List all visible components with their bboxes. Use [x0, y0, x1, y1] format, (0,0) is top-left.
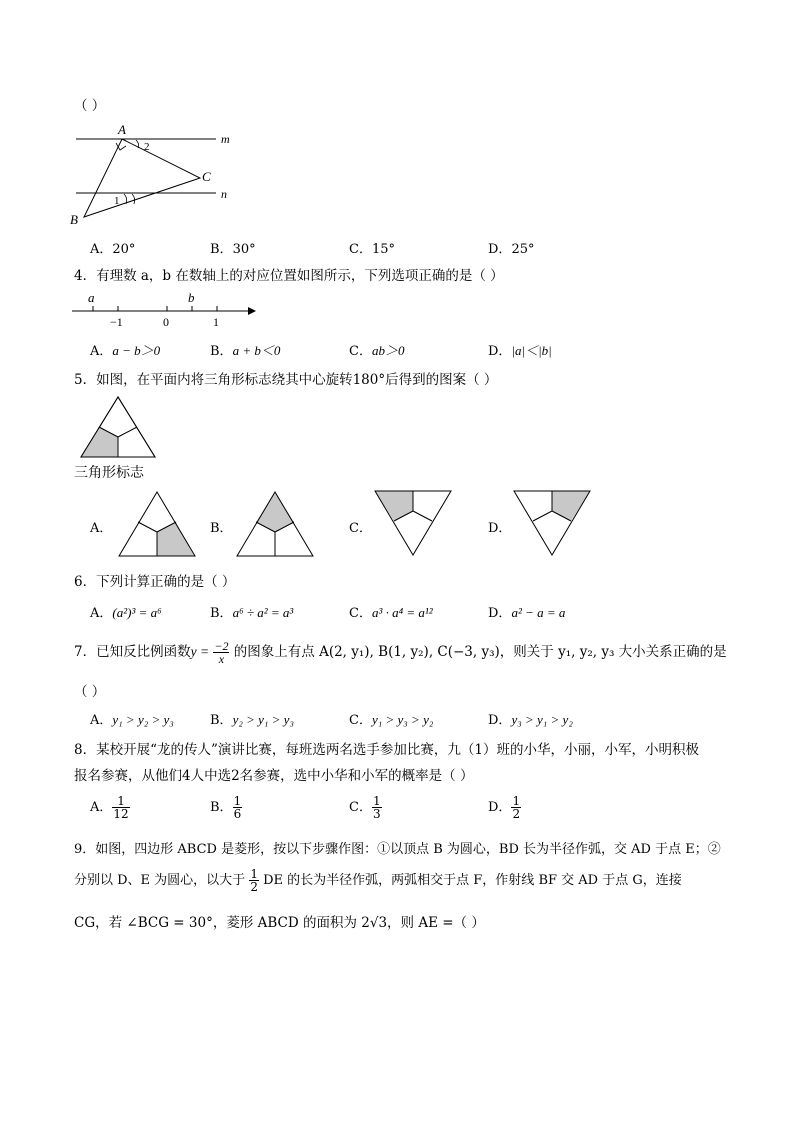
q8-option-d[interactable]: D． $\frac{1}{2}$ — [488, 794, 521, 821]
angle-1-arc — [124, 194, 127, 204]
q7-option-a[interactable]: A．y₁ > y₂ > y₃ — [90, 712, 174, 728]
q8-stem-line1: 8．某校开展“龙的传人”演讲比赛，每班选两名选手参加比赛，九（1）班的小华，小丽，小军，小明积极 — [74, 742, 699, 758]
q5-option-a-label[interactable]: A． — [90, 521, 113, 536]
q9-stem-line3: CG，若 ∠BCG = 30°，菱形 ABCD 的面积为 2√3，则 AE =（ ） — [74, 915, 485, 931]
q3-option-d[interactable]: D．25° — [488, 242, 535, 257]
label-n: n — [221, 187, 227, 201]
q9-stem-line2: 分别以 D、E 为圆心，以大于 $\frac{1}{2}$ DE 的长为半径作弧，两弧相交于点 F，作射线 BF 交 AD 于点 G，连接 — [74, 867, 682, 894]
q7-option-d[interactable]: D．y₃ > y₁ > y₂ — [488, 712, 573, 728]
q5-option-c-label[interactable]: C． — [349, 521, 372, 536]
label-angle-1: 1 — [114, 195, 120, 207]
q4-option-d[interactable]: D．|a|＜|b| — [488, 343, 552, 359]
q5-option-d-label[interactable]: D． — [488, 521, 512, 536]
point-a-label: a — [88, 290, 95, 305]
q4-option-b[interactable]: B．a + b＜0 — [210, 343, 281, 359]
q5-stem: 5．如图，在平面内将三角形标志绕其中心旋转180°后得到的图案（ ） — [74, 372, 498, 388]
q8-option-a[interactable]: A． $\frac{1}{12}$ — [90, 794, 129, 821]
q7-answer-paren: （ ） — [74, 684, 106, 700]
q7-stem: 7．已知反比例函数y = $\frac{-2}{x}$ 的图象上有点 A(2, y₁), B(1, y₂), C(−3, y₃)，则关于 y₁, y₂, y₃ 大小关系正确的是 — [74, 639, 727, 666]
q3-option-c[interactable]: C．15° — [349, 242, 395, 257]
point-b-label: b — [188, 290, 195, 305]
q5-option-b-label[interactable]: B． — [210, 521, 233, 536]
q6-stem: 6．下列计算正确的是（ ） — [74, 574, 236, 590]
label-C: C — [202, 169, 211, 184]
q5-option-c-figure[interactable] — [373, 489, 453, 557]
q3-answer-paren: （ ） — [74, 98, 106, 114]
label-angle-2: 2 — [144, 141, 150, 153]
q7-fraction: $\frac{-2}{x}$ — [214, 639, 229, 666]
q6-option-d[interactable]: D．a² − a = a — [488, 605, 566, 621]
q9-half-fraction: $\frac{1}{2}$ — [250, 867, 258, 894]
q5-option-a-figure[interactable] — [117, 490, 197, 558]
tick-neg1: −1 — [110, 315, 123, 329]
q6-option-b[interactable]: B．a⁶ ÷ a² = a³ — [210, 605, 294, 621]
q4-stem: 4．有理数 a，b 在数轴上的对应位置如图所示，下列选项正确的是（ ） — [74, 268, 504, 284]
q5-caption: 三角形标志 — [74, 465, 144, 481]
q8-option-b[interactable]: B． $\frac{1}{6}$ — [210, 794, 242, 821]
q3-figure-parallel-lines — [64, 118, 244, 228]
angle-1-arc-2 — [132, 194, 135, 204]
q4-option-c[interactable]: C．ab＞0 — [349, 343, 405, 359]
q3-option-a[interactable]: A．20° — [90, 242, 136, 257]
q9-stem-line1: 9．如图，四边形 ABCD 是菱形，按以下步骤作图：①以顶点 B 为圆心，BD 长为半径作弧，交 AD 于点 E；② — [74, 842, 721, 857]
q8-stem-line2: 报名参赛，从他们4人中选2名参赛，选中小华和小军的概率是（ ） — [74, 768, 474, 784]
q5-option-b-figure[interactable] — [235, 490, 315, 558]
q4-number-line — [68, 290, 258, 330]
q8-option-c[interactable]: C． $\frac{1}{3}$ — [349, 794, 381, 821]
q3-option-b[interactable]: B．30° — [210, 242, 256, 257]
q7-option-b[interactable]: B．y₂ > y₁ > y₃ — [210, 712, 294, 728]
arrow-icon — [248, 307, 256, 315]
q5-option-d-figure[interactable] — [512, 489, 592, 557]
q6-option-a[interactable]: A．(a²)³ = a⁶ — [90, 605, 162, 621]
tick-1: 1 — [213, 315, 219, 329]
q4-option-a[interactable]: A．a − b＞0 — [90, 343, 161, 359]
label-B: B — [70, 212, 78, 227]
label-m: m — [221, 132, 230, 146]
tick-0: 0 — [163, 315, 169, 329]
triangle-logo-original — [78, 395, 158, 459]
q7-option-c[interactable]: C．y₁ > y₃ > y₂ — [349, 712, 434, 728]
triangle-abc — [84, 139, 200, 217]
label-A: A — [118, 122, 126, 137]
q6-option-c[interactable]: C．a³ · a⁴ = a¹² — [349, 605, 433, 621]
